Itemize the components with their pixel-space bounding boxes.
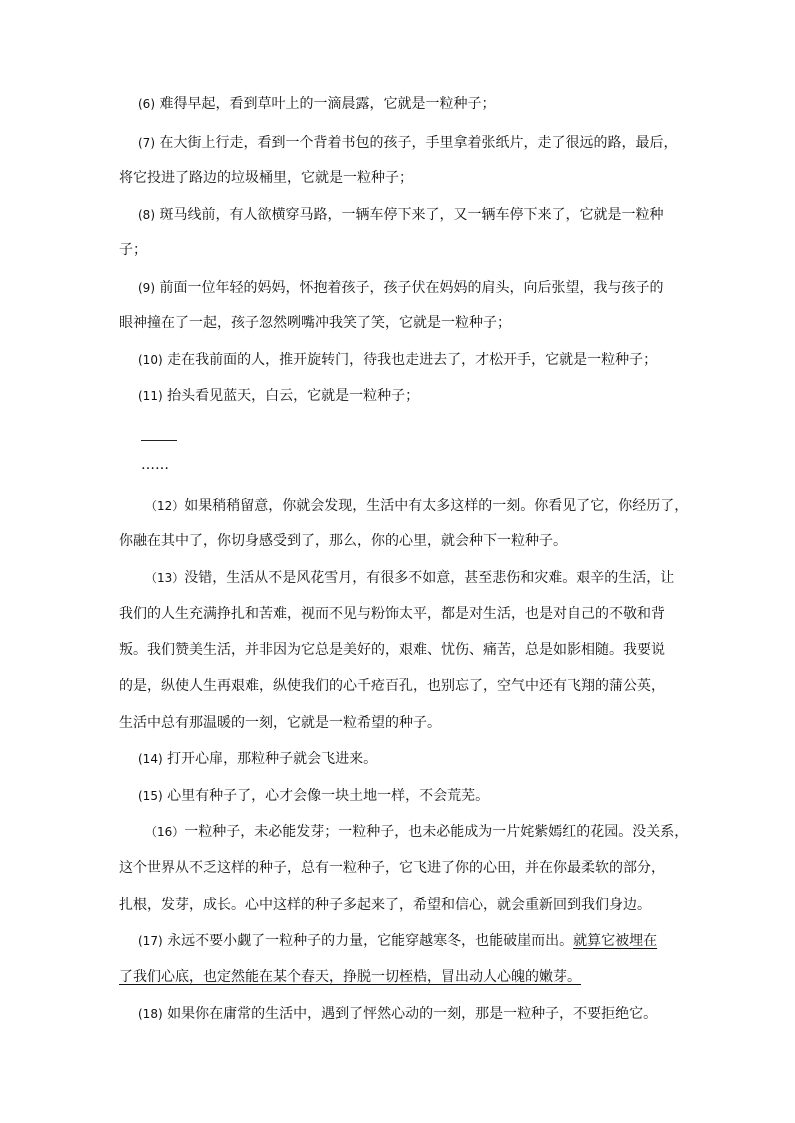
paragraph-text: 前面一位年轻的妈妈，怀抱着孩子，孩子伏在妈妈的肩头，向后张望，我与孩子的 <box>159 280 664 296</box>
paragraph-13-line-3: 叛。我们赞美生活，并非因为它总是美好的，艰难、忧伤、痛苦，总是如影相随。我要说 <box>119 642 665 658</box>
paragraph-13-line-2: 我们的人生充满挣扎和苦难，视而不见与粉饰太平，都是对生活，也是对自己的不敬和背 <box>119 606 665 622</box>
paragraph-text: 难得早起，看到草叶上的一滴晨露，它就是一粒种子； <box>159 96 496 112</box>
paragraph-17 <box>138 931 695 951</box>
paragraph-number: (10) <box>138 353 163 367</box>
paragraph-12-line-2: 你融在其中了，你切身感受到了，那么，你的心里，就会种下一粒种子。 <box>119 533 567 549</box>
paragraph-number: (7) <box>138 136 155 150</box>
paragraph-text: 一粒种子，未必能发芽；一粒种子，也未必能成为一片姹紫嫣红的花园。没关系， <box>184 824 689 840</box>
paragraph-text: 心里有种子了，心才会像一块土地一样，不会荒芜。 <box>167 788 490 804</box>
paragraph-16 <box>145 822 695 842</box>
paragraph-16-line-3: 扎根，发芽，成长。心中这样的种子多起来了，希望和信心，就会重新回到我们身边。 <box>119 897 651 913</box>
paragraph-11 <box>138 386 695 406</box>
paragraph-text: 斑马线前，有人欲横穿马路，一辆车停下来了，又一辆车停下来了，它就是一粒种 <box>159 207 664 223</box>
paragraph-text: 如果稍稍留意，你就会发现，生活中有太多这样的一刻。你看见了它，你经历了， <box>184 498 689 514</box>
underlined-text: 就算它被埋在 <box>573 933 658 949</box>
paragraph-13-line-5: 生活中总有那温暖的一刻，它就是一粒希望的种子。 <box>119 715 441 731</box>
paragraph-text: 永远不要小觑了一粒种子的力量，它能穿越寒冬，也能破崖而出。 <box>167 933 574 949</box>
paragraph-text: 如果你在庸常的生活中，遇到了怦然心动的一刻，那是一粒种子，不要拒绝它。 <box>167 1006 658 1022</box>
paragraph-13 <box>145 568 695 588</box>
paragraph-8 <box>138 205 695 225</box>
paragraph-number: （16） <box>145 825 185 839</box>
ellipsis: …… <box>141 457 169 473</box>
paragraph-9 <box>138 278 695 298</box>
underlined-text: 了我们心底，也定然能在某个春天，挣脱一切桎梏，冒出动人心魄的嫩芽。 <box>119 969 581 985</box>
paragraph-text: 走在我前面的人，推开旋转门，待我也走进去了，才松开手，它就是一粒种子； <box>167 352 658 368</box>
paragraph-number: (14) <box>138 752 163 766</box>
paragraph-14 <box>138 749 695 769</box>
paragraph-text: 打开心扉，那粒种子就会飞进来。 <box>167 751 378 767</box>
paragraph-7-line-2: 将它投进了路边的垃圾桶里，它就是一粒种子； <box>119 170 413 186</box>
paragraph-12 <box>145 496 695 516</box>
paragraph-text: 在大街上行走，看到一个背着书包的孩子，手里拿着张纸片，走了很远的路，最后， <box>159 135 678 151</box>
paragraph-10 <box>138 350 695 370</box>
paragraph-number: （13） <box>145 571 185 585</box>
paragraph-number: (6) <box>138 97 155 111</box>
paragraph-13-line-4: 的是，纵使人生再艰难，纵使我们的心千疮百孔，也别忘了，空气中还有飞翔的蒲公英， <box>119 678 665 694</box>
paragraph-text: 没错，生活从不是风花雪月，有很多不如意，甚至悲伤和灾难。艰辛的生活，让 <box>184 570 675 586</box>
paragraph-number: (18) <box>138 1007 163 1021</box>
paragraph-number: (17) <box>138 934 163 948</box>
paragraph-18 <box>138 1004 695 1024</box>
paragraph-number: （12） <box>145 499 185 513</box>
paragraph-6 <box>138 94 695 114</box>
paragraph-9-line-2: 眼神撞在了一起，孩子忽然咧嘴冲我笑了笑，它就是一粒种子； <box>119 315 511 331</box>
paragraph-number: (11) <box>138 389 163 403</box>
paragraph-number: (9) <box>138 281 155 295</box>
paragraph-15 <box>138 786 695 806</box>
paragraph-17-line-2 <box>119 967 695 987</box>
paragraph-8-line-2: 子； <box>119 242 147 258</box>
paragraph-16-line-2: 这个世界从不乏这样的种子，总有一粒种子，它飞进了你的心田，并在你最柔软的部分， <box>119 860 665 876</box>
blank-line-divider <box>141 440 177 441</box>
paragraph-number: (15) <box>138 789 163 803</box>
paragraph-7 <box>138 133 695 153</box>
paragraph-text: 抬头看见蓝天，白云，它就是一粒种子； <box>167 388 420 404</box>
paragraph-number: (8) <box>138 208 155 222</box>
